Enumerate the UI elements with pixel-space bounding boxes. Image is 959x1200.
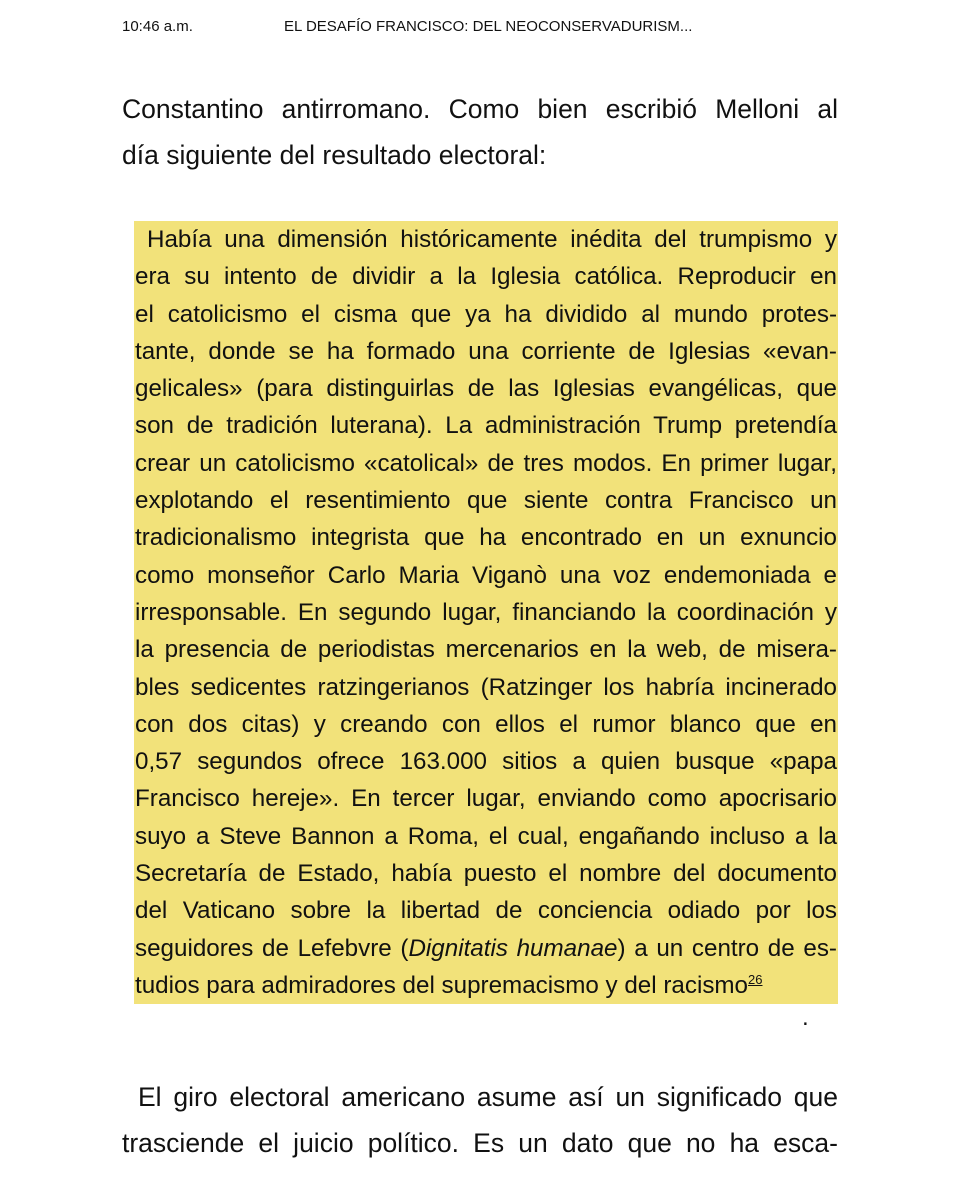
highlight-block[interactable] — [134, 221, 838, 1004]
closing-paragraph — [122, 1074, 838, 1166]
quote-line: el catolicismo el cisma que ya ha dividido al mundo protes- — [135, 300, 837, 328]
quote-line: del Vaticano sobre la libertad de conciencia odiado por los — [135, 897, 837, 925]
status-time: 10:46 a.m. — [122, 18, 193, 35]
quote-line: era su intento de dividir a la Iglesia católica. Reproducir en — [135, 263, 837, 291]
text-line: Constantino antirromano. Como bien escribió Melloni al — [122, 94, 838, 124]
intro-paragraph — [122, 86, 838, 178]
quote-text: ) a un centro de es- — [617, 934, 837, 962]
quote-line: explotando el resentimiento que siente contra Francisco un — [135, 487, 837, 515]
status-bar — [122, 18, 919, 40]
quote-line: crear un catolicismo «catolical» de tres modos. En primer lugar, — [135, 449, 837, 477]
quote-line: Secretaría de Estado, había puesto el nombre del documento — [135, 860, 837, 888]
quote-line: son de tradición luterana). La administración Trump pretendía — [135, 412, 837, 440]
book-title[interactable]: EL DESAFÍO FRANCISCO: DEL NEOCONSERVADURISM... — [284, 18, 693, 35]
quote-line: suyo a Steve Bannon a Roma, el cual, engañando incluso a la — [135, 822, 837, 850]
trailing-period: . — [802, 1004, 809, 1031]
quote-line: gelicales» (para distinguirlas de las Iglesias evangélicas, que — [135, 375, 837, 403]
quote-line: Francisco hereje». En tercer lugar, enviando como apocrisario — [135, 785, 837, 813]
quote-line: tradicionalismo integrista que ha encontrado en un exnuncio — [135, 524, 837, 552]
quote-text: tudios para admiradores del supremacismo y del racismo — [135, 971, 749, 999]
quote-line: irresponsable. En segundo lugar, financiando la coordinación y — [135, 598, 837, 626]
italic-title: Dignitatis humanae — [408, 934, 618, 962]
quote-line: la presencia de periodistas mercenarios en la web, de misera- — [135, 636, 837, 664]
quote-line: con dos citas) y creando con ellos el rumor blanco que en — [135, 710, 837, 738]
quote-line: Había una dimensión históricamente inédita del trumpismo y — [147, 226, 837, 253]
quote-line: 0,57 segundos ofrece 163.000 sitios a quien busque «papa — [135, 748, 837, 776]
text-line: día siguiente del resultado electoral: — [122, 140, 547, 170]
quote-line: tante, donde se ha formado una corriente de Iglesias «evan- — [135, 337, 837, 365]
quote-line — [135, 930, 837, 967]
highlighted-quote[interactable] — [134, 221, 838, 1004]
text-line: trasciende el juicio político. Es un dato que no ha esca- — [122, 1128, 838, 1158]
quote-line: como monseñor Carlo Maria Viganò una voz endemoniada e — [135, 561, 837, 589]
text-line: El giro electoral americano asume así un significado que — [138, 1082, 838, 1112]
quote-text: seguidores de Lefebvre ( — [135, 934, 409, 962]
footnote-link[interactable]: 26 — [748, 971, 763, 987]
quote-line — [135, 967, 837, 1004]
quote-line: bles sedicentes ratzingerianos (Ratzinger los habría incinerado — [135, 673, 837, 701]
